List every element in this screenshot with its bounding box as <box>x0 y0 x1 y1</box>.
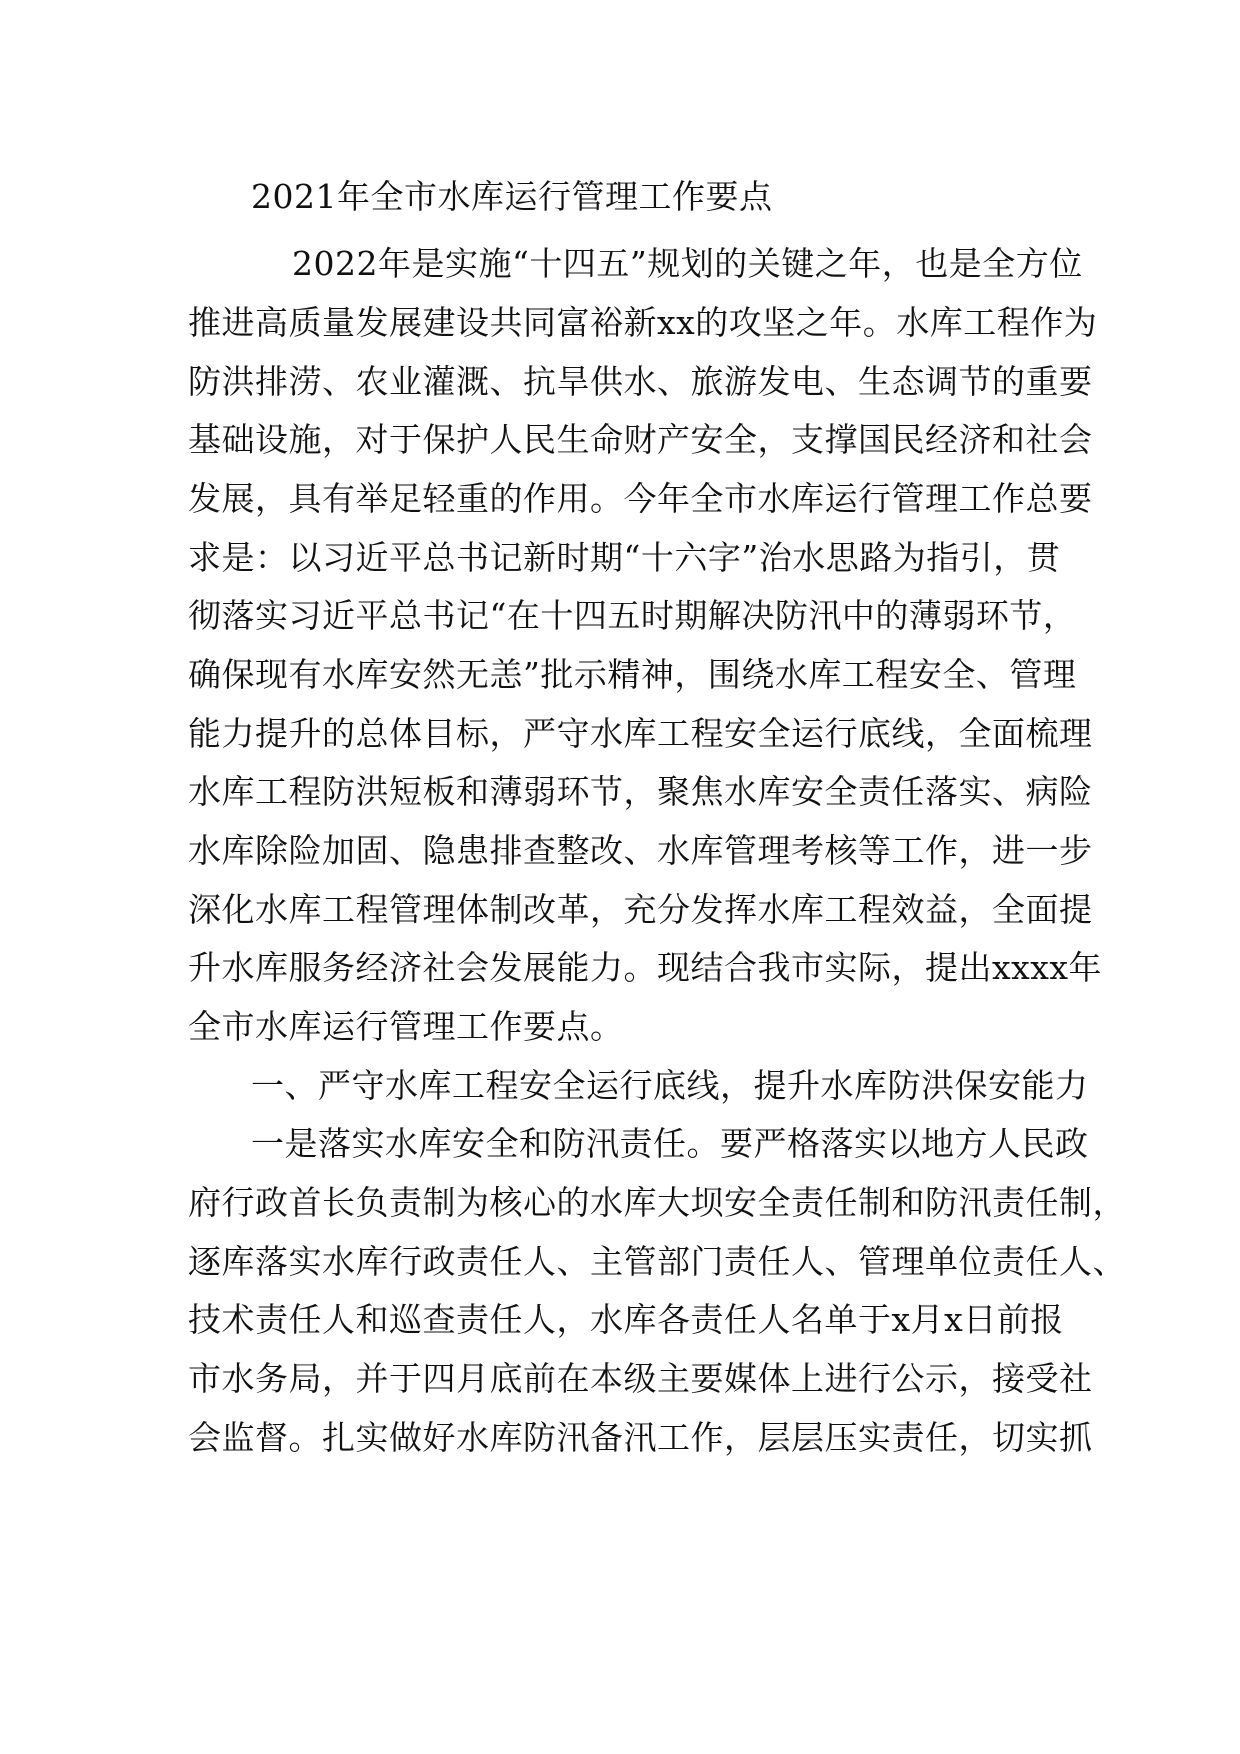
paragraph-line: 确保现有水库安然无恙”批示精神，围绕水库工程安全、管理 <box>188 655 1077 694</box>
paragraph-line: 能力提升的总体目标，严守水库工程安全运行底线，全面梳理 <box>188 714 1093 753</box>
paragraph-line: 推进高质量发展建设共同富裕新xx的攻坚之年。水库工程作为 <box>188 303 1098 342</box>
paragraph-line: 会监督。扎实做好水库防汛备汛工作，层层压实责任，切实抓 <box>188 1418 1093 1457</box>
paragraph-line: 一是落实水库安全和防汛责任。要严格落实以地方人民政 <box>251 1124 1089 1163</box>
paragraph-line: 府行政首长负责制为核心的水库大坝安全责任制和防汛责任制， <box>188 1183 1126 1222</box>
paragraph-line: 水库工程防洪短板和薄弱环节，聚焦水库安全责任落实、病险 <box>188 772 1093 811</box>
paragraph-line: 基础设施，对于保护人民生命财产安全，支撑国民经济和社会 <box>188 420 1093 459</box>
paragraph-line: 彻落实习近平总书记“在十四五时期解决防汛中的薄弱环节， <box>188 596 1077 635</box>
section-heading: 一、严守水库工程安全运行底线，提升水库防洪保安能力 <box>251 1066 1089 1105</box>
paragraph-line: 防洪排涝、农业灌溉、抗旱供水、旅游发电、生态调节的重要 <box>188 362 1093 401</box>
paragraph-line: 逐库落实水库行政责任人、主管部门责任人、管理单位责任人、 <box>188 1242 1126 1281</box>
document-title: 2021年全市水库运行管理工作要点 <box>251 177 773 216</box>
paragraph-line: 全市水库运行管理工作要点。 <box>188 1007 624 1046</box>
paragraph-line: 深化水库工程管理体制改革，充分发挥水库工程效益，全面提 <box>188 890 1093 929</box>
paragraph-line: 求是：以习近平总书记新时期“十六字”治水思路为指引，贯 <box>188 538 1061 577</box>
paragraph-line: 水库除险加固、隐患排查整改、水库管理考核等工作，进一步 <box>188 831 1093 870</box>
paragraph-line: 发展，具有举足轻重的作用。今年全市水库运行管理工作总要 <box>188 479 1093 518</box>
paragraph-line: 升水库服务经济社会发展能力。现结合我市实际，提出xxxx年 <box>188 948 1102 987</box>
paragraph-line: 市水务局，并于四月底前在本级主要媒体上进行公示，接受社 <box>188 1359 1093 1398</box>
paragraph-line: 2022年是实施“十四五”规划的关键之年，也是全方位 <box>292 244 1083 283</box>
paragraph-line: 技术责任人和巡查责任人，水库各责任人名单于x月x日前报 <box>188 1300 1064 1339</box>
